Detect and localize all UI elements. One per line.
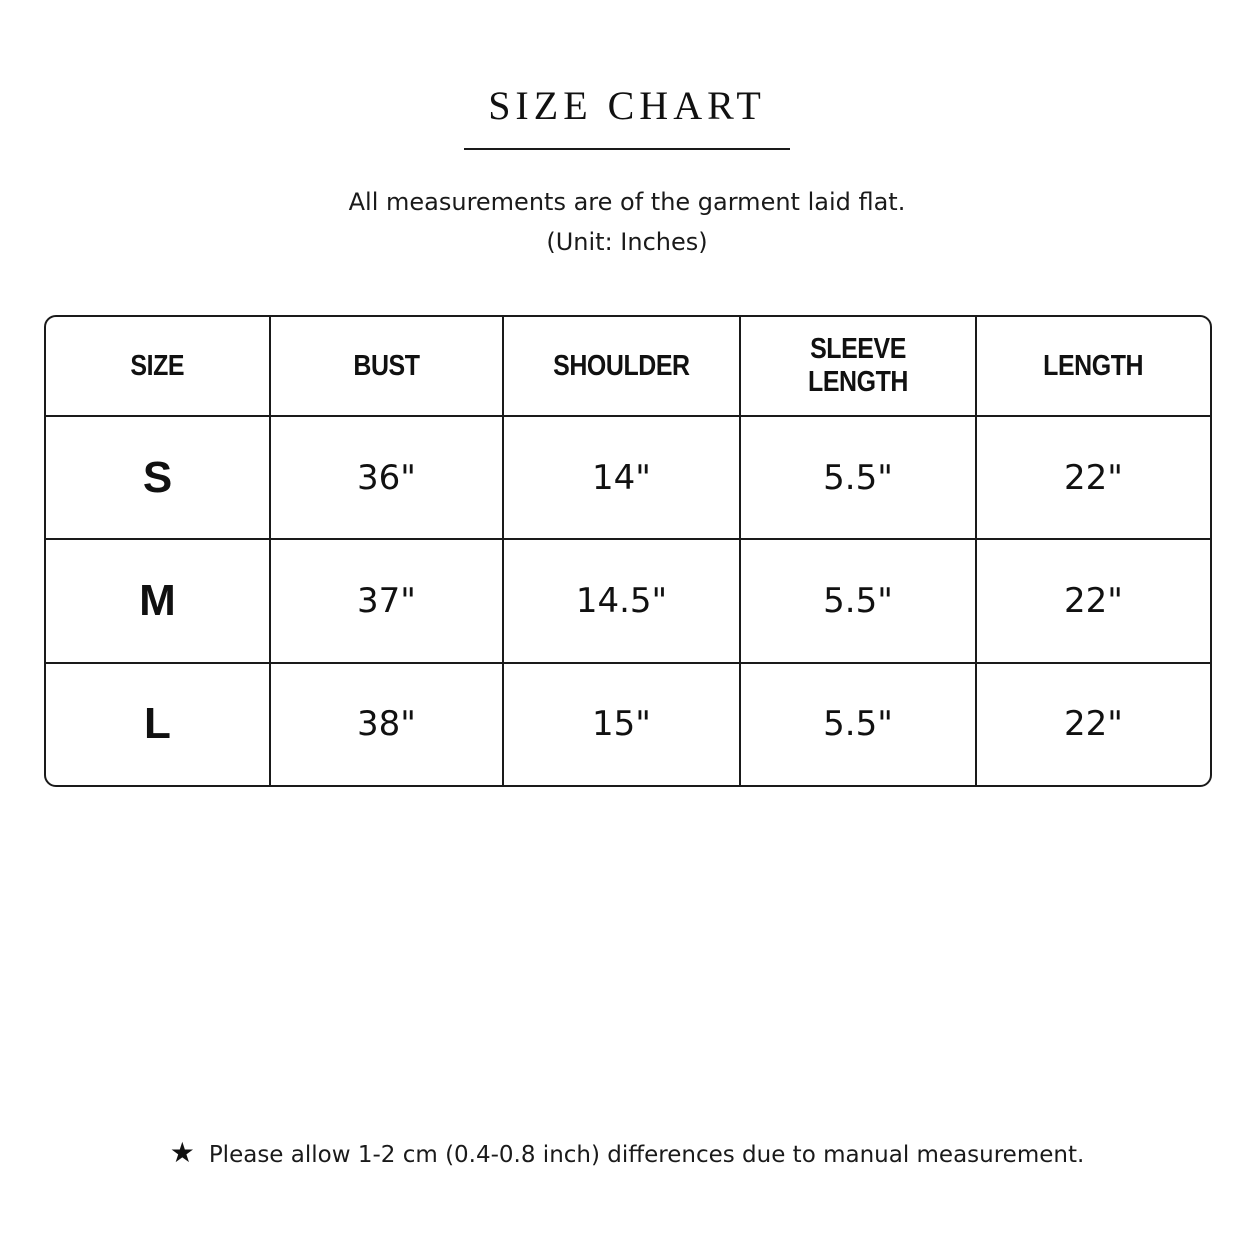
bust-cell: 38" [270, 663, 503, 785]
header-bust: BUST [270, 317, 503, 416]
size-cell: L [46, 663, 270, 785]
length-cell: 22" [976, 663, 1210, 785]
header-length: LENGTH [976, 317, 1210, 416]
shoulder-cell: 14" [503, 416, 740, 539]
page-title: SIZE CHART [488, 83, 766, 128]
sleeve-length-cell: 5.5" [740, 416, 976, 539]
table-row [46, 663, 1210, 785]
subtitle-measurement-note: All measurements are of the garment laid flat. [348, 188, 906, 216]
header-sleeve-length: SLEEVE LENGTH [740, 317, 976, 416]
size-cell: S [46, 416, 270, 539]
length-cell: 22" [976, 539, 1210, 662]
bust-cell: 37" [270, 539, 503, 662]
shoulder-cell: 14.5" [503, 539, 740, 662]
table-header-row [46, 317, 1210, 416]
bust-cell: 36" [270, 416, 503, 539]
sleeve-length-cell: 5.5" [740, 539, 976, 662]
measurement-disclaimer [0, 1136, 1254, 1172]
header-size: SIZE [46, 317, 270, 416]
header-shoulder: SHOULDER [503, 317, 740, 416]
subtitle-unit: (Unit: Inches) [546, 228, 708, 256]
size-table [46, 317, 1210, 785]
table-row [46, 539, 1210, 662]
length-cell: 22" [976, 416, 1210, 539]
shoulder-cell: 15" [503, 663, 740, 785]
sleeve-length-cell: 5.5" [740, 663, 976, 785]
star-icon: ★ [169, 1136, 195, 1169]
disclaimer-text: Please allow 1-2 cm (0.4-0.8 inch) differences due to manual measurement. [208, 1142, 1085, 1168]
size-cell: M [46, 539, 270, 662]
title-divider [464, 148, 790, 150]
size-table-container [44, 315, 1212, 787]
table-row [46, 416, 1210, 539]
